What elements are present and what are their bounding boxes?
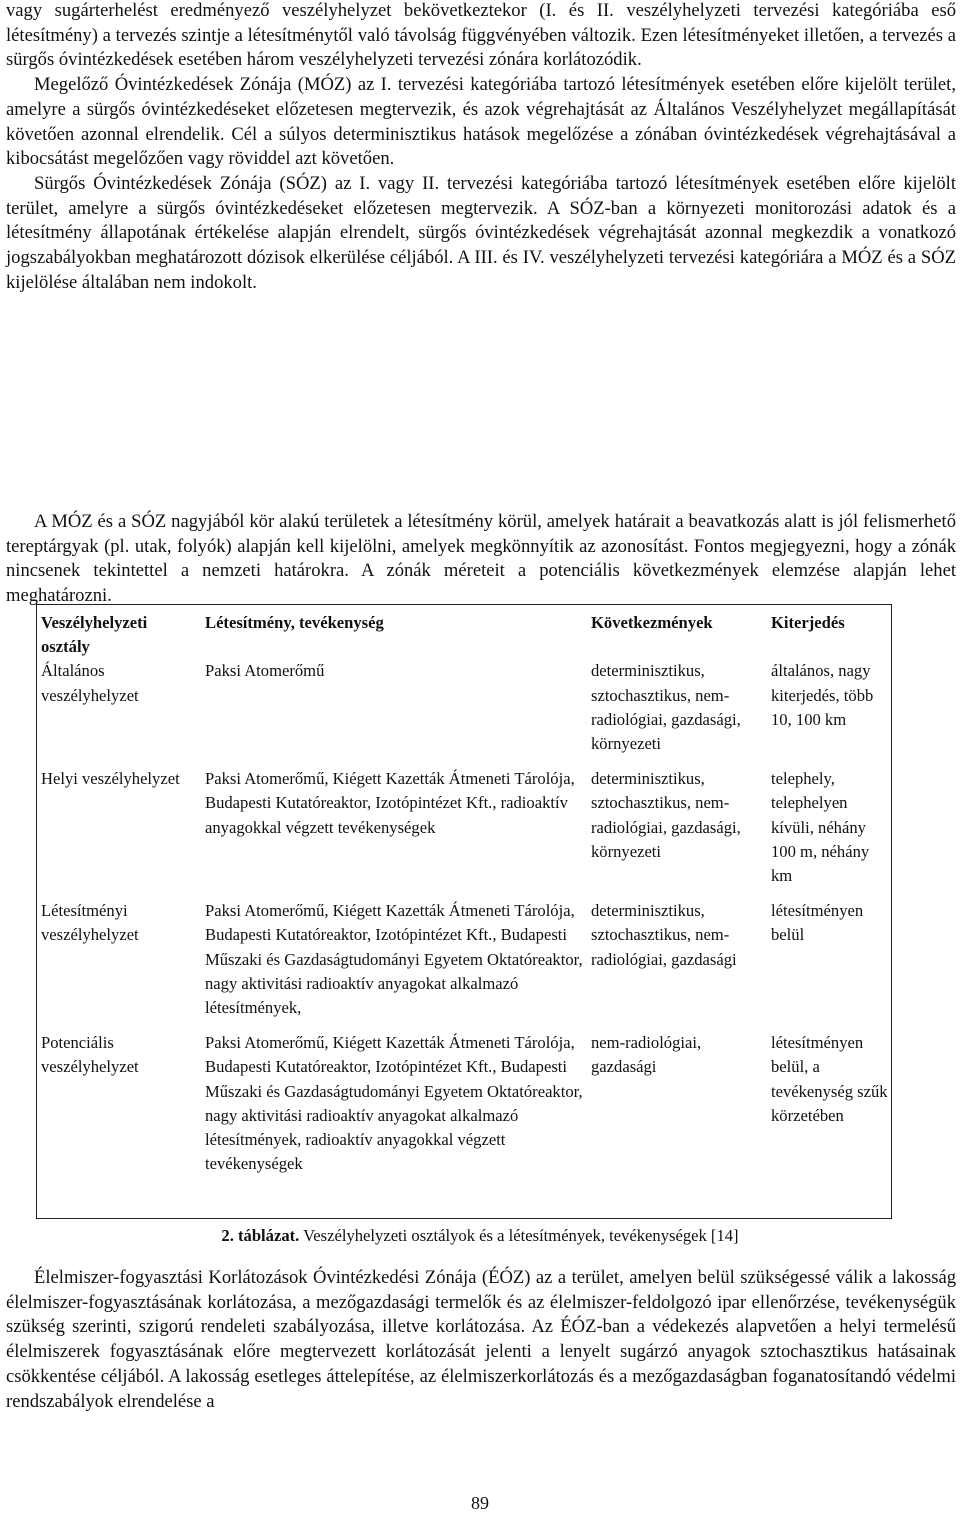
caption-text: Veszélyhelyzeti osztályok és a létesítmények, tevékenységek [14] bbox=[303, 1226, 739, 1245]
page-number: 89 bbox=[471, 1493, 489, 1513]
cell-kiterjedes: létesítményen belül, a tevékenység szűk körzetében bbox=[771, 1033, 888, 1125]
cell-kiterjedes: létesítményen belül bbox=[771, 901, 864, 945]
table-header-row bbox=[37, 605, 893, 659]
cell-letesitmeny: Paksi Atomerőmű, Kiégett Kazetták Átmeneti Tárolója, Budapesti Kutatóreaktor, Izotópintézet Kft., radioaktív anyagokkal végzett tevékenységek bbox=[205, 769, 575, 837]
paragraph-intro: vagy sugárterhelést eredményező veszélyhelyzet bekövetkeztekor (I. és II. veszélyhelyzeti tervezési kategóriába eső létesítmény) a tervezés szintje a létesítménytől való távolság függvényében változik. Ezen létesítményeket illetően, a tervezés a sürgős óvintézkedések esetében három veszélyhelyzeti tervezési zónára korlátozódik. bbox=[6, 0, 956, 71]
column-header-kovetkezmenyek: Következmények bbox=[591, 613, 713, 632]
table-row bbox=[37, 899, 893, 1031]
cell-kovetkezmenyek: determinisztikus, sztochasztikus, nem-radiológiai, gazdasági, környezeti bbox=[591, 769, 741, 861]
column-header-osztaly: Veszélyhelyzeti osztály bbox=[41, 613, 148, 657]
table-caption bbox=[0, 1224, 960, 1248]
cell-osztaly: Létesítményi veszélyhelyzet bbox=[41, 901, 139, 945]
column-header-letesitmeny: Létesítmény, tevékenység bbox=[205, 613, 384, 632]
paragraph-block-1 bbox=[6, 0, 956, 295]
column-header-kiterjedes: Kiterjedés bbox=[771, 613, 845, 632]
cell-kovetkezmenyek: determinisztikus, sztochasztikus, nem-radiológiai, gazdasági bbox=[591, 901, 737, 969]
cell-kovetkezmenyek: nem-radiológiai, gazdasági bbox=[591, 1033, 702, 1077]
cell-osztaly: Általános veszélyhelyzet bbox=[41, 661, 139, 705]
cell-osztaly: Potenciális veszélyhelyzet bbox=[41, 1033, 139, 1077]
paragraph-moz: Megelőző Óvintézkedések Zónája (MÓZ) az I. tervezési kategóriába tartozó létesítmények esetében előre kijelölt terület, amelyre a sürgős óvintézkedéseket előzetesen megtervezik, és azok végrehajtását az Általános Veszélyhelyzet megállapítását követően azonnal elrendelik. Cél a súlyos determinisztikus hatások megelőzése a zónában óvintézkedések végrehajtásával a kibocsátást megelőzően vagy röviddel azt követően. bbox=[6, 74, 956, 170]
cell-kiterjedes: általános, nagy kiterjedés, több 10, 100 km bbox=[771, 661, 874, 729]
cell-osztaly: Helyi veszélyhelyzet bbox=[41, 769, 180, 789]
caption-number: 2. táblázat. bbox=[221, 1226, 300, 1245]
table-row bbox=[37, 767, 893, 899]
cell-letesitmeny: Paksi Atomerőmű bbox=[205, 661, 325, 681]
paragraph-soz: Sürgős Óvintézkedések Zónája (SÓZ) az I. vagy II. tervezési kategóriába tartozó létesítmények esetében előre kijelölt terület, amelyre a sürgős óvintézkedéseket előzetesen megtervezik. A SÓZ-ban a környezeti monitorozási adatok és a létesítmény állapotának értékelése alapján elrendelt, sürgős óvintézkedések végrehajtását azonnal megkezdik a vonatkozó jogszabályokban meghatározott dózisok elkerülése céljából. A III. és IV. veszélyhelyzeti tervezési kategóriára a MÓZ és a SÓZ kijelölése általában nem indokolt. bbox=[6, 172, 956, 293]
data-table bbox=[36, 604, 892, 1219]
cell-letesitmeny: Paksi Atomerőmű, Kiégett Kazetták Átmeneti Tárolója, Budapesti Kutatóreaktor, Izotópintézet Kft., Budapesti Műszaki és Gazdaságtudományi Egyetem Oktatóreaktor, nagy aktivitási radioaktív anyagokat alkalmazó létesítmények, radioaktív anyagokkal végzett tevékenységek bbox=[205, 1033, 583, 1174]
table-row bbox=[37, 659, 893, 767]
cell-kiterjedes: telephely, telephelyen kívüli, néhány 100 m, néhány km bbox=[771, 769, 870, 886]
cell-letesitmeny: Paksi Atomerőmű, Kiégett Kazetták Átmeneti Tárolója, Budapesti Kutatóreaktor, Izotópintézet Kft., Budapesti Műszaki és Gazdaságtudományi Egyetem Oktatóreaktor, nagy aktivitási radioaktív anyagokat alkalmazó létesítmények, bbox=[205, 901, 583, 1018]
paragraph-eoz: Élelmiszer-fogyasztási Korlátozások Óvintézkedési Zónája (ÉÓZ) az a terület, amelyen belül szükségessé válik a lakosság élelmiszer-fogyasztásának korlátozása, a mezőgazdasági termelők és az élelmiszer-feldolgozó ipar ellenőrzése, tevékenységük szükség szerinti, szigorú rendeleti szabályozása, illetve korlátozása. Az ÉÓZ-ban a védekezés alapvetően a helyi termelésű élelmiszerek fogyasztásának előre megtervezett korlátozását jelenti a lenyelt sugárzó anyagok sztochasztikus hatásainak csökkentése céljából. A lakosság esetleges áttelepítése, az élelmiszerkorlátozás és a mezőgazdaságban foganatosítandó védelmi rendszabályok elrendelése a bbox=[6, 1267, 956, 1412]
cell-kovetkezmenyek: determinisztikus, sztochasztikus, nem-radiológiai, gazdasági, környezeti bbox=[591, 661, 741, 754]
table-row bbox=[37, 1031, 893, 1187]
paragraph-zones: A MÓZ és a SÓZ nagyjából kör alakú területek a létesítmény körül, amelyek határait a beavatkozás alatt is jól felismerhető tereptárgyak (pl. utak, folyók) alapján kell kijelölni, amelyek megkönnyítik az azonosítást. Fontos megjegyezni, hogy a zónák nincsenek tekintettel a nemzeti határokra. A zónák méreteit a potenciális következmények elemzése alapján lehet meghatározni. bbox=[6, 511, 956, 607]
